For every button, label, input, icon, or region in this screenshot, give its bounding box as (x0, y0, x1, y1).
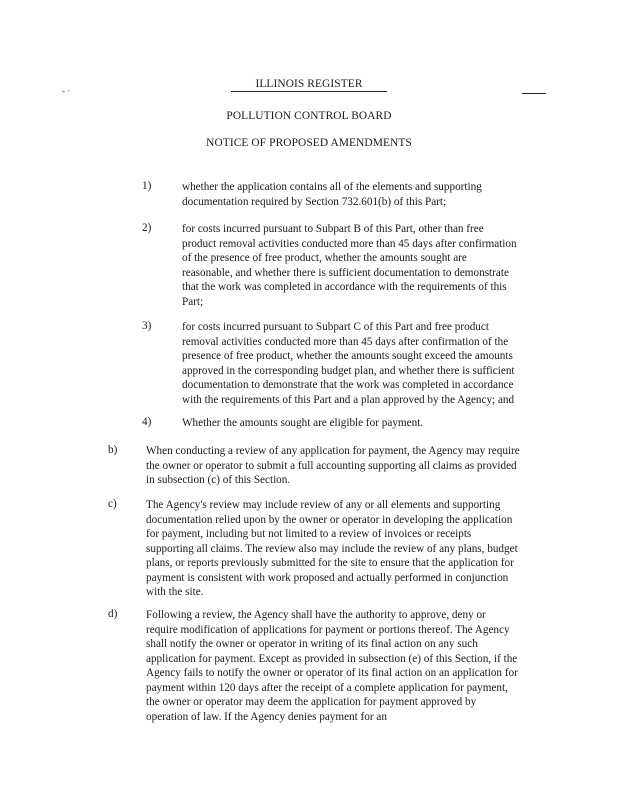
subitem-text: for costs incurred pursuant to Subpart C of this Part and free product removal activities conducted more than 45 days after confirmation of the presence of free product, whether the amounts sought exceed the amounts approved in the corresponding budget plan, and whether there is sufficient documentation to demonstrate that the work was completed in accordance with the requirements of this Part and a plan approved by the Agency; and (182, 321, 515, 406)
section-text: When conducting a review of any application for payment, the Agency may require the owner or operator to submit a full accounting supporting all claims as provided in subsection (c) of this Section. (146, 445, 520, 486)
section-letter: c) (108, 498, 117, 510)
section-letter: b) (108, 444, 118, 456)
notice-heading: NOTICE OF PROPOSED AMENDMENTS (206, 137, 412, 149)
subitem-text: for costs incurred pursuant to Subpart B of this Part, other than free product removal activities conducted more than 45 days after confirmation of the presence of free product, whether the amounts sought are reasonable, and whether there is sufficient documentation to demonstrate that the work was completed in accordance with the requirements of this Part; (182, 223, 517, 308)
section-text: Following a review, the Agency shall have the authority to approve, deny or require modification of applications for payment or portions thereof. The Agency shall notify the owner or operator in writing of its final action on any such application for payment. Except as provided in subsection (e) of this Section, if the Agency fails to notify the owner or operator of its final action on an application for payment within 120 days after the receipt of a complete application for payment, the owner or operator may deem the application for payment approved by operation of law. If the Agency denies payment for an (146, 609, 518, 723)
subitem-text: whether the application contains all of the elements and supporting documentation required by Section 732.601(b) of this Part; (182, 181, 482, 208)
subitem-number: 4) (142, 416, 152, 428)
scan-mark-left: - · (62, 86, 71, 96)
subitem-number: 3) (142, 320, 152, 332)
register-title (0, 78, 618, 90)
board-name: POLLUTION CONTROL BOARD (226, 110, 392, 122)
subitem-number: 2) (142, 222, 152, 234)
section-text: The Agency's review may include review of any or all elements and supporting documentation relied upon by the owner or operator in developing the application for payment, including but not limited to a review of invoices or receipts supporting all claims. The review also may include the review of any plans, budget plans, or reports previously submitted for the site to ensure that the application for payment is consistent with work proposed and actually performed in conjunction with the site. (146, 499, 518, 598)
scan-mark-right (522, 93, 546, 94)
subitem-text: Whether the amounts sought are eligible for payment. (182, 417, 424, 429)
subitem-number: 1) (142, 180, 152, 192)
section-letter: d) (108, 608, 118, 620)
register-title-text: ILLINOIS REGISTER (231, 78, 386, 92)
